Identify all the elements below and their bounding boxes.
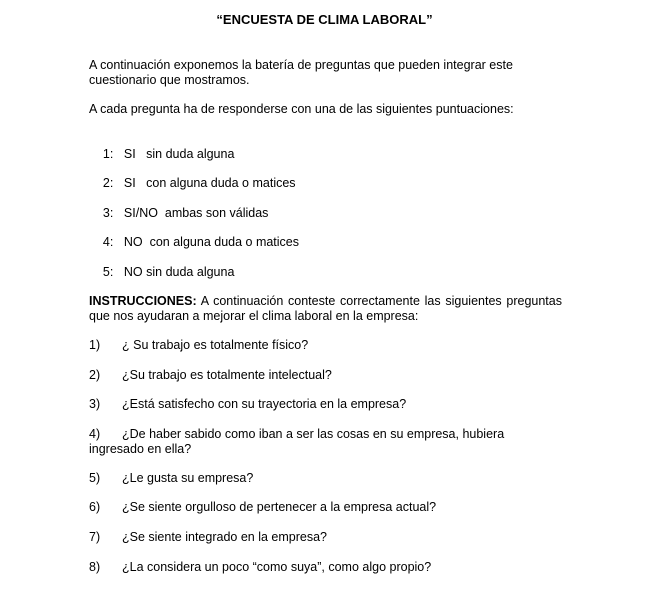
question-number: 5) [89,471,101,485]
scale-number: 5: [102,265,114,279]
question-item [89,500,562,515]
scale-text: SI con alguna duda o matices [123,176,296,190]
document-title: “ENCUESTA DE CLIMA LABORAL” [216,12,433,27]
scale-number: 4: [102,235,114,249]
question-text: ¿La considera un poco “como suya”, como algo propio? [122,560,432,574]
question-item [89,530,562,545]
question-number: 6) [89,500,101,514]
scale-text: NO con alguna duda o matices [123,235,300,249]
question-number: 7) [89,530,101,544]
scale-text: SI/NO ambas son válidas [123,206,269,220]
question-item [89,471,562,486]
question-text: ¿Se siente orgulloso de pertenecer a la empresa actual? [122,500,437,514]
scale-text: SI sin duda alguna [123,147,235,161]
question-number: 3) [89,397,101,411]
question-item [89,368,562,383]
question-text: ¿Su trabajo es totalmente intelectual? [122,368,332,382]
question-number: 2) [89,368,101,382]
scale-item [89,250,234,295]
question-number: 4) [89,427,101,441]
question-text: ¿Está satisfecho con su trayectoria en la empresa? [122,397,407,411]
question-number: 8) [89,560,101,574]
scale-text: NO sin duda alguna [123,265,235,279]
scale-number: 1: [102,147,114,161]
intro-paragraph: A continuación exponemos la batería de preguntas que pueden integrar este cuestionario que mostramos. [89,58,513,87]
question-text: ¿De haber sabido como iban a ser las cosas en su empresa, hubiera ingresado en ella? [89,427,505,456]
question-text: ¿ Su trabajo es totalmente físico? [122,338,309,352]
scale-number: 2: [102,176,114,190]
instructions-paragraph [89,294,562,324]
scale-number: 3: [102,206,114,220]
instructions-label: INSTRUCCIONES: [89,294,197,308]
question-item [89,427,562,457]
scale-intro: A cada pregunta ha de responderse con una de las siguientes puntuaciones: [89,102,514,116]
question-number: 1) [89,338,101,352]
question-item [89,338,562,353]
question-item [89,560,562,575]
question-text: ¿Se siente integrado en la empresa? [122,530,327,544]
instructions-text: A continuación conteste correctamente las siguientes preguntas que nos ayudaran a mejorar el clima laboral en la empresa: [89,294,562,323]
question-item [89,397,562,412]
question-text: ¿Le gusta su empresa? [122,471,254,485]
